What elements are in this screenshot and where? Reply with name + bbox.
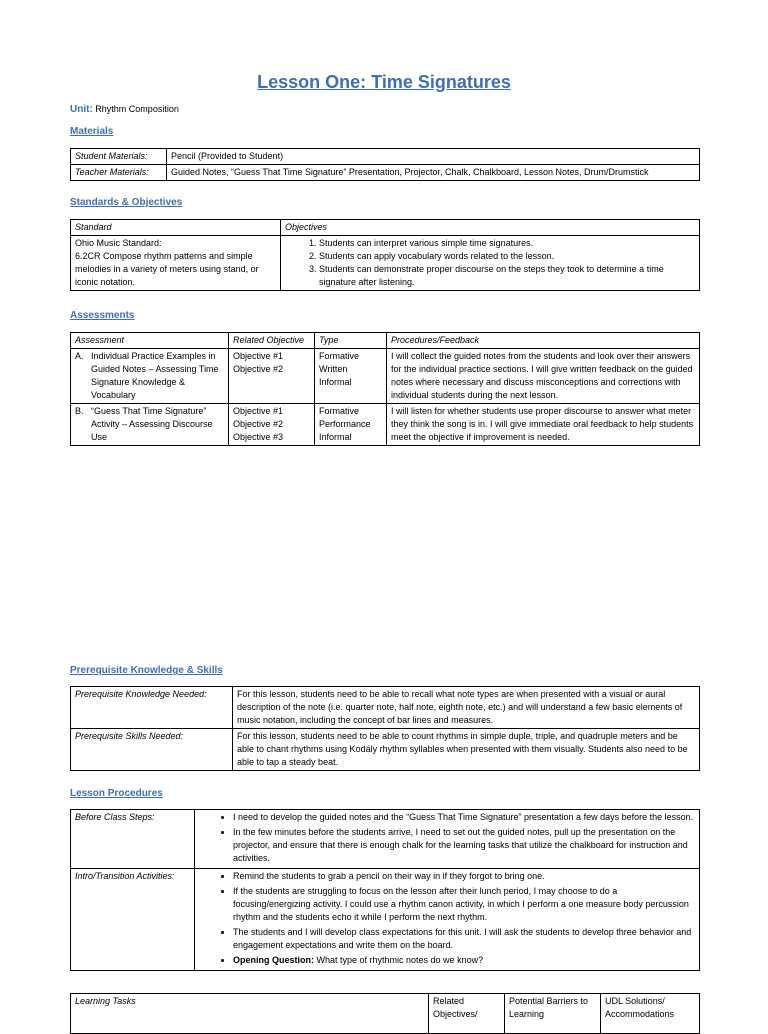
type-value: Formative [319, 406, 360, 416]
objective-item: 1. Students can interpret various simple time signatures. [319, 237, 695, 250]
related-objectives-header: Related Objectives/ [429, 994, 505, 1034]
objective-item: 3. Students can demonstrate proper discourse on the steps they took to determine a time signature after listening. [319, 263, 695, 289]
type-header: Type [315, 333, 387, 349]
udl-header: UDL Solutions/ Accommodations [601, 994, 700, 1034]
type-value: Informal [319, 432, 352, 442]
objective-item: 2. Students can apply vocabulary words related to the lesson. [319, 250, 695, 263]
table-row [71, 236, 700, 291]
feedback-cell: I will collect the guided notes from the students and look over their answers for the individual practice sections. I will give written feedback on the guided notes where necessary and discuss misconceptions and corrections with individual students during the next lesson. [387, 349, 700, 404]
objectives-cell [281, 236, 700, 291]
opening-question-item [233, 954, 695, 967]
type-value: Informal [319, 377, 352, 387]
procedures-heading: Lesson Procedures [70, 788, 163, 799]
standard-line: Ohio Music Standard: [75, 238, 162, 248]
intro-label: Intro/Transition Activities: [71, 869, 195, 971]
before-class-label: Before Class Steps: [71, 810, 195, 869]
assessments-table [70, 332, 700, 446]
type-cell [315, 404, 387, 446]
related-objective-header: Related Objective [229, 333, 315, 349]
assessment-letter: B. [75, 406, 84, 416]
objectives-header: Objectives [281, 220, 700, 236]
table-row [71, 994, 700, 1034]
standard-header: Standard [71, 220, 281, 236]
before-class-cell [195, 810, 700, 869]
table-row [71, 404, 700, 446]
objective-ref: Objective #2 [233, 419, 284, 429]
standards-table [70, 219, 700, 291]
student-materials-value: Pencil (Provided to Student) [167, 149, 700, 165]
table-row [71, 333, 700, 349]
prereq-knowledge-value: For this lesson, students need to be able to recall what note types are when presented with a visual or aural description of the note (i.e. quarter note, half note, eighth note, etc.) and will understand a few basic elements of music notation, including the concept of bar lines and measures. [233, 687, 700, 729]
table-row [71, 165, 700, 181]
assessment-header: Assessment [71, 333, 229, 349]
prereq-skills-label: Prerequisite Skills Needed: [71, 729, 233, 771]
assessment-letter: A. [75, 351, 84, 361]
list-item: • In the few minutes before the students arrive, I need to set out the guided notes, pull up the presentation on the projector, and ensure that there is enough chalk for the learning tasks that utilize the chalkboard for instruction and activities. [233, 826, 695, 865]
feedback-cell: I will listen for whether students use proper discourse to answer what meter they think the song is in. I will give immediate oral feedback to help students meet the objective if improvement is needed. [387, 404, 700, 446]
opening-question-label: Opening Question: [233, 955, 314, 965]
unit-line [70, 104, 179, 115]
table-row [71, 349, 700, 404]
learning-tasks-header: Learning Tasks [71, 994, 429, 1034]
list-item: • The students and I will develop class expectations for this unit. I will ask the students to develop three behavior and engagement expectations and write them on the board. [233, 926, 695, 952]
intro-cell [195, 869, 700, 971]
teacher-materials-value: Guided Notes, “Guess That Time Signature” Presentation, Projector, Chalk, Chalkboard, Lesson Notes, Drum/Drumstick [167, 165, 700, 181]
procedures-table [70, 809, 700, 971]
table-row [71, 729, 700, 771]
student-materials-label: Student Materials: [71, 149, 167, 165]
objective-cell [229, 404, 315, 446]
page-title: Lesson One: Time Signatures [257, 72, 511, 92]
assessments-heading: Assessments [70, 310, 135, 321]
teacher-materials-label: Teacher Materials: [71, 165, 167, 181]
prereq-knowledge-label: Prerequisite Knowledge Needed: [71, 687, 233, 729]
materials-table [70, 148, 700, 181]
assessment-text: “Guess That Time Signature” Activity – Assessing Discourse Use [91, 406, 213, 442]
prereq-skills-value: For this lesson, students need to be able to count rhythms in simple duple, triple, and quadruple meters and be able to chant rhythms using Kodály rhythm syllables when presented with them visually. Students also need to be able to tap a steady beat. [233, 729, 700, 771]
standard-cell [71, 236, 281, 291]
prereq-heading: Prerequisite Knowledge & Skills [70, 665, 223, 676]
table-row [71, 220, 700, 236]
table-row [71, 810, 700, 869]
learning-tasks-table [70, 993, 700, 1034]
type-cell [315, 349, 387, 404]
barriers-header: Potential Barriers to Learning [505, 994, 601, 1034]
unit-value: Rhythm Composition [95, 104, 179, 114]
objective-ref: Objective #1 [233, 351, 284, 361]
assessment-text: Individual Practice Examples in Guided Notes – Assessing Time Signature Knowledge & Vocabulary [91, 351, 219, 400]
list-item: • If the students are struggling to focus on the lesson after their lunch period, I may choose to do a focusing/energizing activity. I could use a rhythm canon activity, in which I perform a one measure body percussion rhythm and the students echo it while I perform the next rhythm. [233, 885, 695, 924]
standards-heading: Standards & Objectives [70, 197, 183, 208]
opening-question-text: What type of rhythmic notes do we know? [314, 955, 484, 965]
prereq-table [70, 686, 700, 771]
objective-ref: Objective #2 [233, 364, 284, 374]
assessment-cell [71, 404, 229, 446]
list-item: • I need to develop the guided notes and the “Guess That Time Signature” presentation a few days before the lesson. [233, 811, 695, 824]
standard-line: 6.2CR Compose rhythm patterns and simple melodies in a variety of meters using stand, or iconic notation. [75, 251, 259, 287]
assessment-cell [71, 349, 229, 404]
materials-heading: Materials [70, 126, 114, 137]
table-row [71, 149, 700, 165]
type-value: Written [319, 364, 348, 374]
type-value: Formative [319, 351, 360, 361]
table-row [71, 869, 700, 971]
unit-label: Unit: [70, 104, 93, 115]
list-item: • Remind the students to grab a pencil on their way in if they forgot to bring one. [233, 870, 695, 883]
table-row [71, 687, 700, 729]
procedures-header: Procedures/Feedback [387, 333, 700, 349]
objective-ref: Objective #1 [233, 406, 284, 416]
objective-cell [229, 349, 315, 404]
type-value: Performance [319, 419, 371, 429]
objective-ref: Objective #3 [233, 432, 284, 442]
